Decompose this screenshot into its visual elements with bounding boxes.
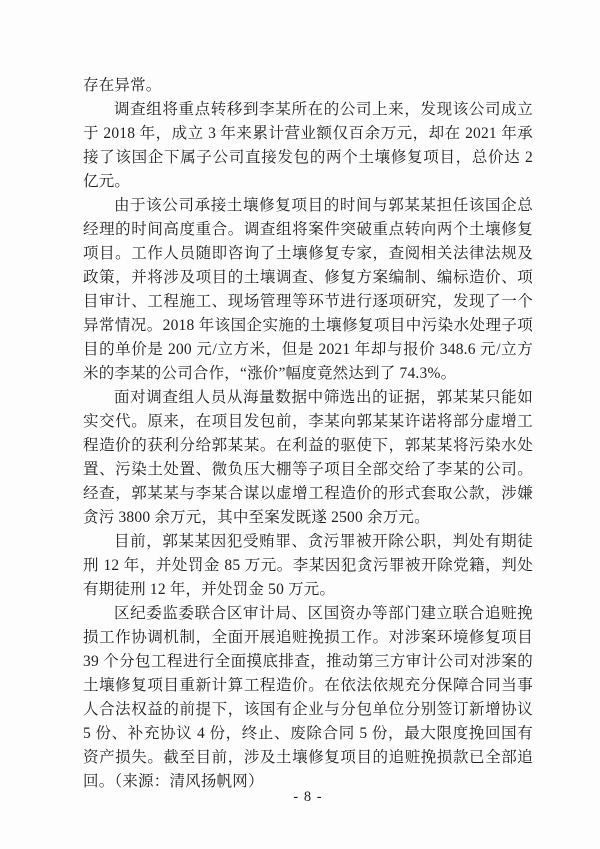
paragraph-company-discovery: 调查组将重点转移到李某所在的公司上来，发现该公司成立于 2018 年，成立 3 年来累计营业额仅百余万元，却在 2021 年承接了该国企下属子公司直接发包的两个土壤修复项目，总价达 2 亿元。 xyxy=(83,101,533,190)
paragraph-continuation: 存在异常。 xyxy=(83,77,162,94)
paragraph-sentencing: 目前，郭某某因犯受贿罪、贪污罪被开除公职，判处有期徒刑 12 年，并处罚金 85 万元。李某因犯贪污罪被开除党籍，判处有期徒刑 12 年，并处罚金 50 万元。 xyxy=(83,533,533,598)
paragraph-confession: 面对调查组人员从海量数据中筛选出的证据，郭某某只能如实交代。原来，在项目发包前，李某向郭某某许诺将部分虚增工程造价的获利分给郭某某。在利益的驱使下，郭某某将污染水处置、污染土处置、微负压大棚等子项目全部交给了李某的公司。经查，郭某某与李某合谋以虚增工程造价的形式套取公款，涉嫌贪污 3800 余万元，其中至案发既遂 2500 余万元。 xyxy=(83,389,533,526)
page-number: - 8 - xyxy=(293,789,323,805)
paragraph-asset-recovery: 区纪委监委联合区审计局、区国资办等部门建立联合追赃挽损工作协调机制，全面开展追赃挽损工作。对涉案环境修复项目 39 个分包工程进行全面摸底排查，推动第三方审计公司对涉案的土壤修复项目重新计算工程造价。在依法依规充分保障合同当事人合法权益的前提下，该国有企业与分包单位分别签订新增协议 5 份、补充协议 4 份，终止、废除合同 5 份，最大限度挽回国有资产损失。截至目前，涉及土壤修复项目的追赃挽损款已全部追回。（来源：清风扬帆网） xyxy=(83,605,533,790)
paragraph-investigation-focus: 由于该公司承接土壤修复项目的时间与郭某某担任该国企总经理的时间高度重合。调查组将案件突破重点转向两个土壤修复项目。工作人员随即咨询了土壤修复专家，查阅相关法律法规及政策，并将涉及项目的土壤调查、修复方案编制、编标造价、项目审计、工程施工、现场管理等环节进行逐项研究，发现了一个异常情况。2018 年该国企实施的土壤修复项目中污染水处理子项目的单价是 200 元/立方米，但是 2021 年却与报价 348.6 元/立方米的李某的公司合作，“涨价”幅度竟然达到了 74.3%。 xyxy=(83,197,533,382)
body-text xyxy=(83,74,533,794)
